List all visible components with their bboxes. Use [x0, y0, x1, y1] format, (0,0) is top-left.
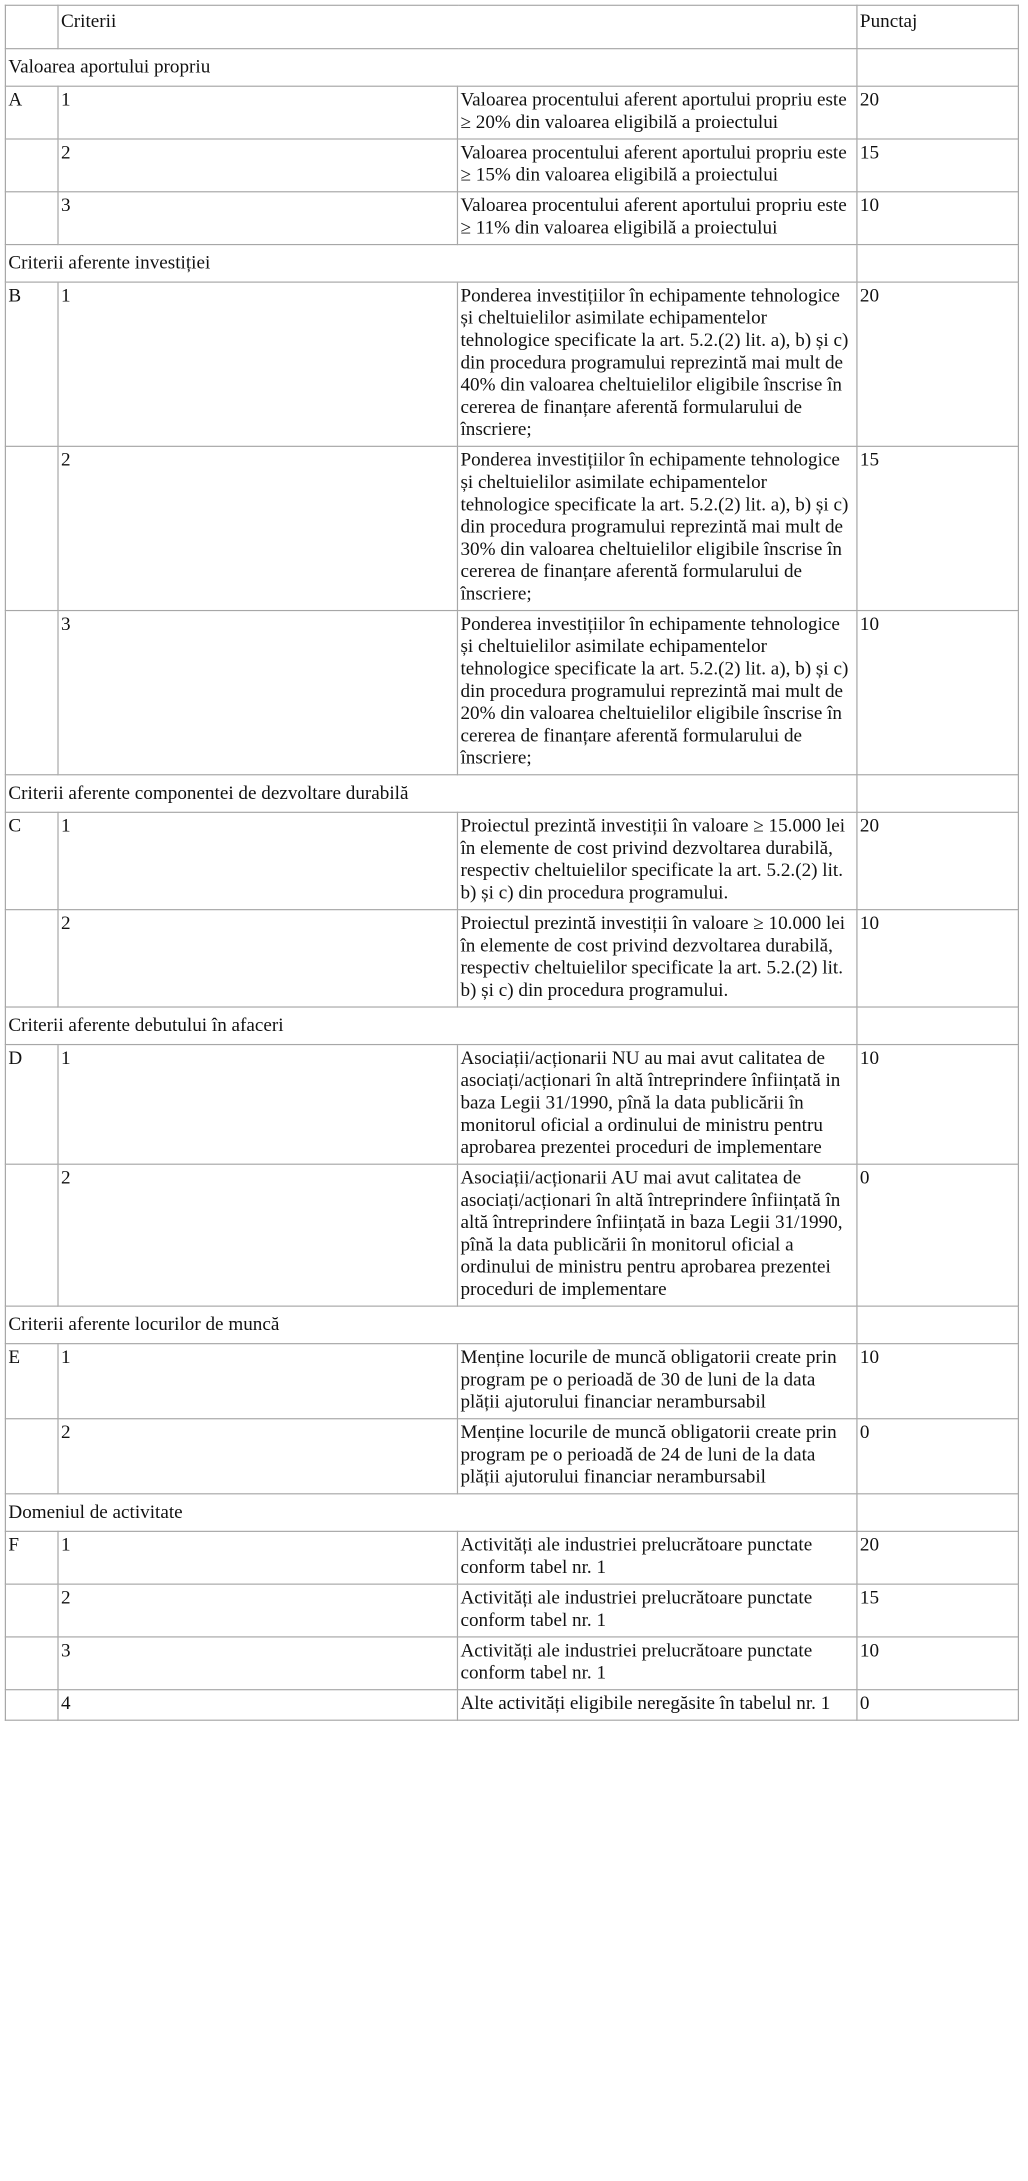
criterion-number: 2 [58, 1164, 457, 1306]
section-title: Criterii aferente locurilor de muncă [5, 1306, 857, 1344]
header-criteria: Criterii [58, 5, 857, 48]
criterion-row [5, 1531, 1018, 1584]
section-score-empty [857, 245, 1018, 283]
criterion-number: 2 [58, 1584, 457, 1637]
criterion-score: 0 [857, 1164, 1018, 1306]
criterion-letter [5, 139, 58, 192]
criterion-number: 3 [58, 192, 457, 245]
section-header-row [5, 1007, 1018, 1045]
criterion-number: 1 [58, 812, 457, 909]
criterion-row [5, 446, 1018, 610]
criterion-row [5, 1637, 1018, 1690]
criterion-row [5, 282, 1018, 446]
criterion-row [5, 812, 1018, 909]
criterion-description: Valoarea procentului aferent aportului propriu este ≥ 20% din valoarea eligibilă a proiectului [457, 86, 856, 139]
criterion-description: Menține locurile de muncă obligatorii create prin program pe o perioadă de 24 de luni de la data plății ajutorului financiar nerambursabil [457, 1419, 856, 1494]
criterion-row [5, 1690, 1018, 1720]
section-title: Valoarea aportului propriu [5, 49, 857, 87]
criterion-letter [5, 1690, 58, 1720]
criterion-score: 20 [857, 282, 1018, 446]
criterion-number: 3 [58, 611, 457, 775]
criterion-score: 15 [857, 1584, 1018, 1637]
criterion-description: Menține locurile de muncă obligatorii create prin program pe o perioadă de 30 de luni de la data plății ajutorului financiar nerambursabil [457, 1344, 856, 1419]
criterion-score: 10 [857, 192, 1018, 245]
criterion-row [5, 1164, 1018, 1306]
criterion-number: 1 [58, 282, 457, 446]
criterion-score: 10 [857, 1637, 1018, 1690]
criterion-number: 1 [58, 1531, 457, 1584]
criterion-description: Alte activități eligibile neregăsite în tabelul nr. 1 [457, 1690, 856, 1720]
criterion-score: 20 [857, 812, 1018, 909]
criterion-number: 2 [58, 446, 457, 610]
section-score-empty [857, 775, 1018, 813]
criterion-description: Ponderea investițiilor în echipamente tehnologice și cheltuielilor asimilate echipamentelor tehnologice specificate la art. 5.2.(2) lit. a), b) și c) din procedura programului reprezintă mai mult de 30% din valoarea cheltuielilor eligibile înscrise în cererea de finanțare aferentă formularului de înscriere; [457, 446, 856, 610]
criterion-description: Ponderea investițiilor în echipamente tehnologice și cheltuielilor asimilate echipamentelor tehnologice specificate la art. 5.2.(2) lit. a), b) și c) din procedura programului reprezintă mai mult de 40% din valoarea cheltuielilor eligibile înscrise în cererea de finanțare aferentă formularului de înscriere; [457, 282, 856, 446]
section-title: Criterii aferente componentei de dezvoltare durabilă [5, 775, 857, 813]
criterion-score: 20 [857, 1531, 1018, 1584]
criterion-score: 10 [857, 611, 1018, 775]
header-score: Punctaj [857, 5, 1018, 48]
criterion-description: Valoarea procentului aferent aportului propriu este ≥ 15% din valoarea eligibilă a proiectului [457, 139, 856, 192]
criterion-score: 0 [857, 1419, 1018, 1494]
criterion-number: 1 [58, 1344, 457, 1419]
criterion-row [5, 1344, 1018, 1419]
criterion-letter: C [5, 812, 58, 909]
criterion-score: 10 [857, 1344, 1018, 1419]
criterion-row [5, 1584, 1018, 1637]
criterion-score: 0 [857, 1690, 1018, 1720]
criterion-letter [5, 1164, 58, 1306]
criterion-letter [5, 446, 58, 610]
section-title: Criterii aferente investiției [5, 245, 857, 283]
criterion-description: Proiectul prezintă investiții în valoare ≥ 15.000 lei în elemente de cost privind dezvoltarea durabilă, respectiv cheltuielilor specificate la art. 5.2.(2) lit. b) și c) din procedura programului. [457, 812, 856, 909]
criterion-score: 15 [857, 446, 1018, 610]
criterion-score: 10 [857, 910, 1018, 1007]
criterion-number: 1 [58, 1045, 457, 1165]
criterion-row [5, 86, 1018, 139]
criterion-row [5, 192, 1018, 245]
criterion-score: 15 [857, 139, 1018, 192]
criterion-letter [5, 910, 58, 1007]
criterion-letter: F [5, 1531, 58, 1584]
section-score-empty [857, 1494, 1018, 1532]
criterion-description: Activități ale industriei prelucrătoare punctate conform tabel nr. 1 [457, 1584, 856, 1637]
criteria-table [5, 5, 1019, 1721]
criterion-letter [5, 611, 58, 775]
section-score-empty [857, 1007, 1018, 1045]
criterion-score: 10 [857, 1045, 1018, 1165]
criterion-letter: B [5, 282, 58, 446]
criterion-score: 20 [857, 86, 1018, 139]
criterion-number: 4 [58, 1690, 457, 1720]
criterion-number: 3 [58, 1637, 457, 1690]
criterion-row [5, 910, 1018, 1007]
section-header-row [5, 775, 1018, 813]
criterion-number: 2 [58, 1419, 457, 1494]
criterion-description: Activități ale industriei prelucrătoare punctate conform tabel nr. 1 [457, 1637, 856, 1690]
criterion-description: Asociații/acționarii NU au mai avut calitatea de asociați/acționari în altă întreprindere înființată in baza Legii 31/1990, pînă la data publicării în monitorul oficial a ordinului de ministru pentru aprobarea prezentei proceduri de implementare [457, 1045, 856, 1165]
criterion-row [5, 611, 1018, 775]
criterion-letter: A [5, 86, 58, 139]
criterion-letter [5, 1637, 58, 1690]
criterion-letter [5, 192, 58, 245]
section-title: Criterii aferente debutului în afaceri [5, 1007, 857, 1045]
criterion-description: Asociații/acționarii AU mai avut calitatea de asociați/acționari în altă întreprindere înființată în altă întreprindere înființată in baza Legii 31/1990, pînă la data publicării în monitorul oficial a ordinului de ministru pentru aprobarea prezentei proceduri de implementare [457, 1164, 856, 1306]
table-header-row [5, 5, 1018, 48]
criterion-number: 2 [58, 910, 457, 1007]
criterion-description: Activități ale industriei prelucrătoare punctate conform tabel nr. 1 [457, 1531, 856, 1584]
criterion-letter [5, 1419, 58, 1494]
criterion-description: Valoarea procentului aferent aportului propriu este ≥ 11% din valoarea eligibilă a proiectului [457, 192, 856, 245]
criterion-description: Proiectul prezintă investiții în valoare ≥ 10.000 lei în elemente de cost privind dezvoltarea durabilă, respectiv cheltuielilor specificate la art. 5.2.(2) lit. b) și c) din procedura programului. [457, 910, 856, 1007]
section-title: Domeniul de activitate [5, 1494, 857, 1532]
section-score-empty [857, 1306, 1018, 1344]
section-header-row [5, 49, 1018, 87]
section-header-row [5, 245, 1018, 283]
criterion-number: 2 [58, 139, 457, 192]
criterion-letter: D [5, 1045, 58, 1165]
header-empty-cell [5, 5, 58, 48]
criterion-row [5, 1419, 1018, 1494]
section-header-row [5, 1306, 1018, 1344]
section-header-row [5, 1494, 1018, 1532]
criterion-description: Ponderea investițiilor în echipamente tehnologice și cheltuielilor asimilate echipamentelor tehnologice specificate la art. 5.2.(2) lit. a), b) și c) din procedura programului reprezintă mai mult de 20% din valoarea cheltuielilor eligibile înscrise în cererea de finanțare aferentă formularului de înscriere; [457, 611, 856, 775]
criterion-letter [5, 1584, 58, 1637]
criterion-row [5, 1045, 1018, 1165]
criterion-number: 1 [58, 86, 457, 139]
criterion-letter: E [5, 1344, 58, 1419]
criterion-row [5, 139, 1018, 192]
section-score-empty [857, 49, 1018, 87]
